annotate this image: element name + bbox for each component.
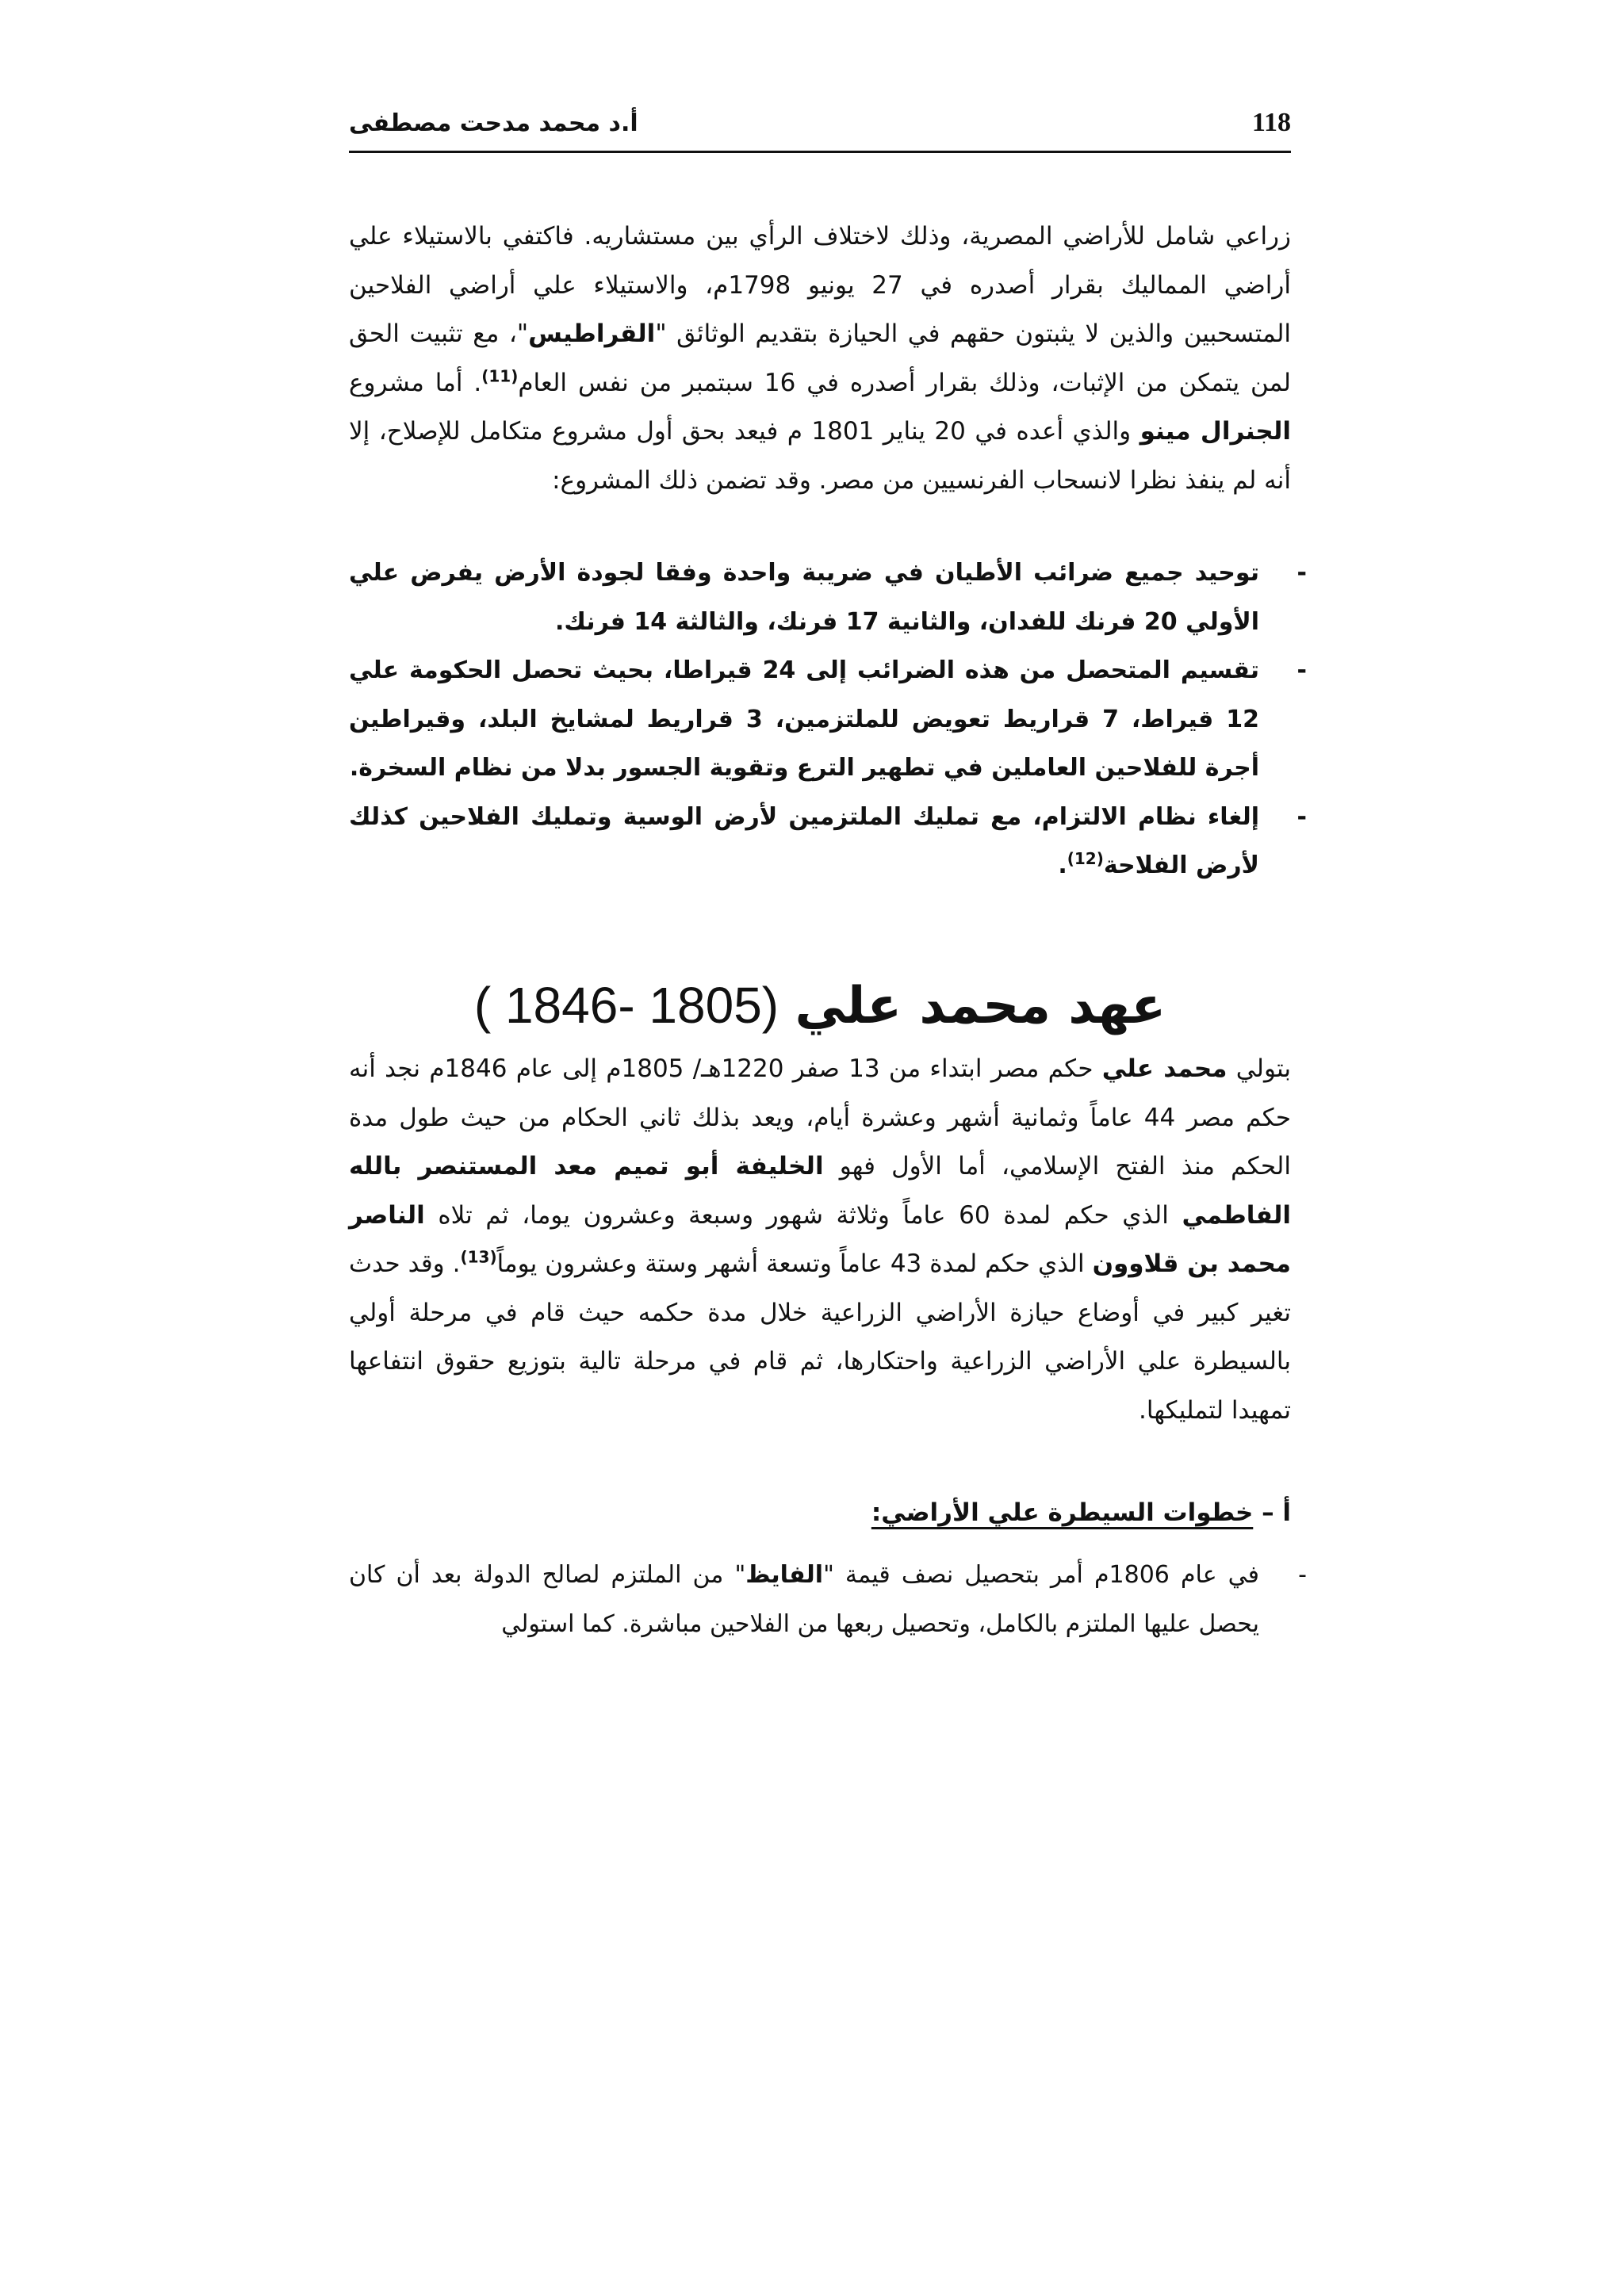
footnote-ref-11: (11) bbox=[481, 366, 519, 386]
bullet-dash: - bbox=[1297, 656, 1307, 684]
footnote-ref-13: (13) bbox=[460, 1247, 497, 1267]
para1-text-e: والذي أعده في 20 يناير 1801 م فيعد بحق أول مشروع متكامل للإصلاح، إلا أنه لم ينفذ نظرا لانسحاب الفرنسيين من مصر. وقد تضمن ذلك المشروع: bbox=[349, 417, 1291, 495]
bullet-dash: - bbox=[1298, 1561, 1307, 1589]
reform-bullet-list bbox=[349, 549, 1307, 890]
intro-paragraph bbox=[349, 212, 1291, 505]
para1-text-d: . أما مشروع bbox=[349, 368, 482, 397]
page-number: 118 bbox=[1251, 108, 1291, 137]
bullet-text-a: في عام 1806م أمر بتحصيل نصف قيمة " bbox=[823, 1561, 1260, 1589]
bullet-dash: - bbox=[1297, 559, 1307, 587]
page-header bbox=[349, 103, 1291, 153]
para2-text-c: حكم مصر ابتداء من 13 صفر 1220هـ/ 1805م إلى عام 1846م نجد أنه حكم مصر 44 عاماً وثمانية أشهر وعشرة أيام، ويعد بذلك ثاني الحكام من حيث طول مدة الحكم منذ الفتح الإسلامي، أما الأول فهو bbox=[349, 1054, 1291, 1181]
bullet-text: تقسيم المتحصل من هذه الضرائب إلى 24 قيراطا، بحيث تحصل الحكومة علي 12 قيراط، 7 قراريط تعويض للملتزمين، 3 قراريط لمشايخ البلد، وقيراطين أجرة للفلاحين العاملين في تطهير الترع وتقوية الجسور بدلا من نظام السخرة. bbox=[349, 656, 1260, 782]
bullet-text-end: . bbox=[1058, 851, 1067, 879]
footnote-ref-12: (12) bbox=[1067, 849, 1104, 868]
bullet-item bbox=[349, 646, 1307, 793]
subsection-title: خطوات السيطرة علي الأراضي: bbox=[871, 1498, 1254, 1527]
section-title-years: (1805 -1846 ) bbox=[473, 977, 779, 1034]
para2-text-a: بتولي bbox=[1227, 1054, 1291, 1083]
para2-bold-caliph: الخليفة أبو تميم معد المستنصر بالله الفاطمي bbox=[349, 1152, 1291, 1230]
para1-bold-menou: الجنرال مينو bbox=[1139, 417, 1291, 446]
bullet-dash: - bbox=[1297, 802, 1307, 831]
para2-bold-muhammad-ali: محمد علي bbox=[1101, 1054, 1228, 1083]
para2-text-f: . وقد حدث تغير كبير في أوضاع حيازة الأراضي الزراعية خلال مدة حكمه حيث قام في مرحلة أولي بالسيطرة علي الأراضي الزراعية واحتكارها، ثم قام في مرحلة تالية بتوزيع حقوق انتفاعها تمهيدا لتمليكها. bbox=[349, 1249, 1291, 1425]
para1-text-a: زراعي شامل للأراضي المصرية، وذلك لاختلاف الرأي بين مستشاريه. فاكتفي بالاستيلاء علي أراضي المماليك بقرار أصدره في 27 يونيو 1798م، والاستيلاء علي أراضي الفلاحين المتسحبين والذين لا يثبتون حقهم في الحيازة بتقديم الوثائق " bbox=[349, 222, 1292, 348]
para2-text-d: الذي حكم لمدة 60 عاماً وثلاثة شهور وسبعة وعشرون يوما، ثم تلاه bbox=[424, 1200, 1182, 1230]
muhammad-ali-paragraph bbox=[349, 1045, 1291, 1435]
running-header-author: أ.د محمد مدحت مصطفى bbox=[349, 109, 638, 137]
bullet-text-c: " من الملتزم لصالح الدولة بعد أن كان يحصل عليها الملتزم بالكامل، وتحصيل ربعها من الفلاحين مباشرة. كما استولي bbox=[349, 1561, 1259, 1638]
para1-text-c: "، مع تثبيت الحق لمن يتمكن من الإثبات، وذلك بقرار أصدره في 16 سبتمبر من نفس العام bbox=[349, 320, 1292, 397]
section-title-name: عهد محمد علي bbox=[795, 977, 1166, 1035]
para2-bold-nasir: الناصر محمد بن قلاوون bbox=[349, 1200, 1291, 1278]
subsection-letter: أ – bbox=[1253, 1498, 1291, 1527]
bullet-item bbox=[349, 549, 1307, 646]
section-title bbox=[444, 966, 1196, 1045]
bullet-item bbox=[349, 793, 1307, 890]
bullet-text: إلغاء نظام الالتزام، مع تمليك الملتزمين لأرض الوسية وتمليك الفلاحين كذلك لأرض الفلاحة bbox=[349, 802, 1259, 879]
bullet-text: توحيد جميع ضرائب الأطيان في ضريبة واحدة وفقا لجودة الأرض يفرض علي الأولي 20 فرنك للفدان، والثانية 17 فرنك، والثالثة 14 فرنك. bbox=[349, 559, 1259, 636]
bullet-item bbox=[349, 1551, 1307, 1648]
bullet-bold-faiz: الفايظ bbox=[745, 1561, 824, 1589]
para2-text-e: الذي حكم لمدة 43 عاماً وتسعة أشهر وستة وعشرون يوماً bbox=[496, 1249, 1093, 1278]
para1-bold-qaratis: القراطيس bbox=[528, 320, 656, 348]
control-steps-list bbox=[349, 1551, 1307, 1648]
subsection-heading bbox=[871, 1489, 1291, 1536]
